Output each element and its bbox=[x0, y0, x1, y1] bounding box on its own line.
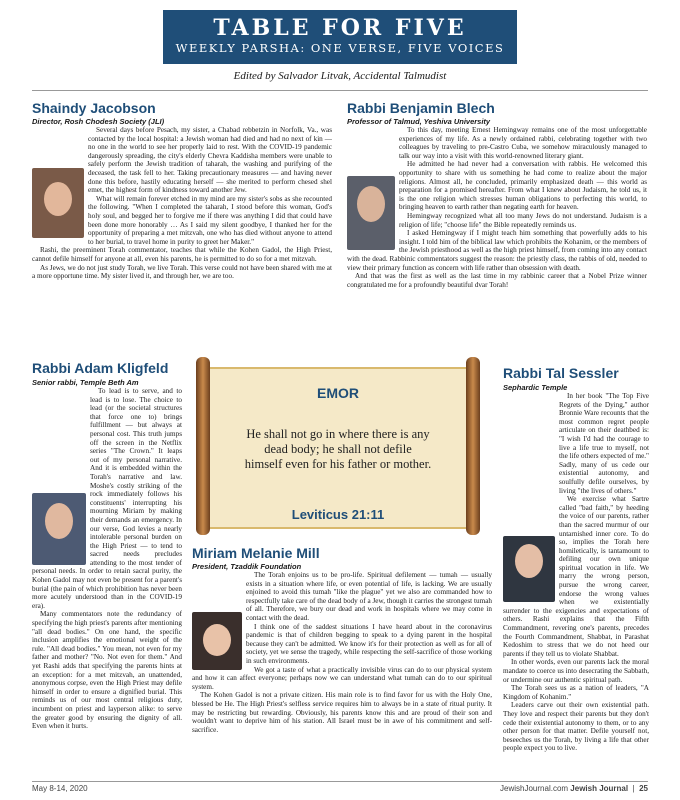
verse-citation: Leviticus 21:11 bbox=[291, 507, 385, 522]
author-name: Shaindy Jacobson bbox=[32, 100, 156, 116]
article-text bbox=[503, 392, 649, 782]
author-role: Senior rabbi, Temple Beth Am bbox=[32, 378, 139, 387]
author-role: President, Tzaddik Foundation bbox=[192, 562, 302, 571]
paragraph: In her book "The Top Five Regrets of the Dying," author Bronnie Ware recounts that the most common regret people articulate on their deathbed is: "I wish I'd had the courage to live a life true to myself, not the life others expected of me." Sadly, many of us cede our existential autonomy, and soulfully defile ourselves, by living "the lives of others." bbox=[559, 392, 649, 495]
page-subtitle: WEEKLY PARSHA: ONE VERSE, FIVE VOICES bbox=[175, 41, 505, 55]
paragraph: To this day, meeting Ernest Hemingway remains one of the most unforgettable experiences of my life. As a newly ordained rabbi, celebrating together with two colleagues by traveling to pre-Castro Cuba, we somehow miraculously managed to talk our way into a visit with this world-renowned literary giant. bbox=[399, 126, 647, 160]
photo-wrap bbox=[192, 609, 246, 669]
paragraph: The Kohen Gadol is not a private citizen. His main role is to find favor for us with the Holy One, blessed be He. The High Priest's selfless service requires him to always be in a state of ritual purity. It may be restricting but rewarding. Obviously, his parents know this and are proud of their son and wouldn't want to deprive him of his station. All Israel must be in awe of his commitment and self-sacrifice. bbox=[192, 691, 492, 734]
paragraph: We got a taste of what a practically invisible virus can do to our physical system and how it can affect everyone; perhaps now we can understand what tumah can do to our spiritual system. bbox=[192, 665, 492, 691]
author-name: Rabbi Tal Sessler bbox=[503, 365, 619, 381]
article-text bbox=[192, 571, 492, 781]
paragraph: The Torah enjoins us to be pro-life. Spiritual defilement — tumah — usually exists in a situation where life, or even potential of life, is lacking. We are usually enjoined to avoid this tumah "like the plague" yet we also are commanded how to respectfully take care of the dead body of a Jew, though it carries the strongest tumah of all. Therefore, we bury our dead and work in hospitals where we may come in contact with the dead. bbox=[246, 571, 492, 622]
paragraph: To lead is to serve, and to lead is to lose. The choice to lead (or the societal structures that force one to) brings fulfillment — but always at personal cost. This truth jumps off the screen in the Netflix series "The Crown." It leaps out of my personal narrative. And it is embedded within the Torah's narrative and law. Moshe's costly striking of the rock immediately follows his constituents' interrupting his mourning Miriam by making their demands an emergency. In our verse, God levies a nearly intolerable personal burden on the High Priest — to tend to sacred needs precludes attending to the most tender of personal needs. In order to retain sacral purity, the Kohen Gadol may not even be present for a parent's burial (the pain of which prohibition has never been more acutely understood than in the COVID-19 era). bbox=[32, 387, 182, 610]
page-number: 25 bbox=[639, 784, 648, 793]
verse-text: He shall not go in where there is any dead body; he shall not defile himself even for his father or mother. bbox=[244, 427, 432, 471]
photo-wrap bbox=[32, 168, 88, 240]
paragraph: The Torah sees us as a nation of leaders, "A Kingdom of Kohanim." bbox=[503, 684, 649, 701]
paragraph: I asked Hemingway if I might teach him something that powerfully adds to his insight. I told him of the biblical law which prohibits the Kohanim, or the members of the Jewish priesthood as well as the high priest himself, from coming into any contact with the dead. Rabbinic commentators suggest the reason: the priestly class, the rabbis of old, needed to view their primary function as concern with life rather than obsession with death. bbox=[347, 229, 647, 272]
paragraph: Leaders carve out their own existential path. They love and respect their parents but they don't cede their existential autonomy to them, or to any other person for that matter. Defile yourself not, beseeches us the Torah, by living a life that other people expect you to live. bbox=[503, 701, 649, 753]
paragraph: Many commentators note the redundancy of specifying the high priest's parents after mentioning "all dead bodies." On one hand, the specific inclusion amplifies the emotional weight of the rule. "All dead bodies." You mean, not even for my father and mother? "No. Not even for them." And yet Rashi adds that specifying the parents hints at an exception: for a met mitzvah, an unattended, anonymous corpse, even the High Priest may defile himself in order to ensure a dignified burial. This reminds us of our most central religious duty, incumbent on priest and layperson alike: to serve the greater good by ensuring the dignity of all. Even when it hurts. bbox=[32, 610, 182, 731]
author-role: Sephardic Temple bbox=[503, 383, 568, 392]
footer-right: JewishJournal.com Jewish Journal | 25 bbox=[500, 784, 648, 793]
author-name: Rabbi Adam Kligfeld bbox=[32, 360, 169, 376]
author-role: Professor of Talmud, Yeshiva University bbox=[347, 117, 491, 126]
divider bbox=[32, 90, 648, 91]
paragraph: We exercise what Sartre called "bad faith," by heeding the voice of our parents, rather than the sacred murmur of our untarnished inner core. To do so, implies the Torah here homiletically, is tantamount to defiling our own unique spiritual vocation in life. We marry the wrong person, pursue the wrong career, endorse the wrong values when we existentially surrender to the exigencies and expectations of others. Rashi explains that the Fifth Commandment, revering one's parents, precedes the Fourth Commandment, Shabbat, in Parashat Kedoshim to stress that we do not heed our parents if they tell us to violate Shabbat. bbox=[503, 495, 649, 658]
footer-brand: Jewish Journal bbox=[570, 784, 629, 793]
paragraph: Rashi, the preeminent Torah commentator, teaches that while the Kohen Gadol, the High Priest, cannot defile himself for anyone at all, even his parents, he is permitted to do so for a met mitzvah. bbox=[32, 246, 332, 263]
page-title: TABLE FOR FIVE bbox=[213, 15, 467, 41]
paragraph: Several days before Pesach, my sister, a Chabad rebbetzin in Norfolk, Va., was contacted by the local hospital: a Jewish woman had died and had no next of kin — no one in the world to see her properly laid to rest. With the COVID-19 pandemic dangerously spreading, the city's elderly Chevra Kaddisha members were unable to safely perform the Jewish tradition of taharah, the washing and purifying of the deceased, the task fell to her. Taking precautionary measures — and having never done this before, hastily educating herself — she merited to perform chesed shel emet, the highest form of kindness toward another Jew. bbox=[88, 126, 332, 195]
photo-wrap bbox=[32, 491, 90, 565]
paragraph: Hemingway recognized what all too many Jews do not understand. Judaism is a religion of life; "choose life" the Bible repeatedly reminds us. bbox=[399, 211, 647, 229]
paragraph: What will remain forever etched in my mind are my sister's sobs as she recounted the following. "When I completed the taharah, I stood before this woman, God's holy soul, and begged her to forgive me if there was anything I did that could have been done more honorably … As I said my silent goodbye, I thanked her for the opportunity of preparing a met mitzvah, one who has died without anyone to attend to her burial, to travel home in purity to greet her Maker." bbox=[88, 194, 332, 246]
footer-date: May 8-14, 2020 bbox=[32, 784, 88, 793]
author-role: Director, Rosh Chodesh Society (JLI) bbox=[32, 117, 165, 126]
verse-scroll bbox=[194, 357, 482, 535]
paragraph: In other words, even our parents lack the moral mandate to coerce us into desecrating the Sabbath, or undermine our authentic spiritual path. bbox=[503, 658, 649, 684]
author-name: Rabbi Benjamin Blech bbox=[347, 100, 495, 116]
article-text bbox=[32, 126, 332, 360]
author-name: Miriam Melanie Mill bbox=[192, 545, 320, 561]
article-text bbox=[347, 126, 647, 360]
title-banner bbox=[163, 10, 517, 64]
footer-site: JewishJournal.com bbox=[500, 784, 569, 793]
photo-wrap bbox=[347, 176, 399, 252]
paragraph: And that was the first as well as the last time in my rabbinic career that a Nobel Prize winner congratulated me for a profoundly beautiful dvar Torah! bbox=[347, 272, 647, 289]
photo-wrap bbox=[503, 534, 559, 602]
editor-credit: Edited by Salvador Litvak, Accidental Talmudist bbox=[233, 70, 447, 82]
paragraph: I think one of the saddest situations I have heard about in the coronavirus pandemic is that of children begging to speak to a dying parent in the hospital because they can't be admitted. We know it's for their protection as well as for all of society, yet we sense the tragedy, while respecting the self-sacrifice of those working in such environments. bbox=[246, 622, 492, 665]
paragraph: He admitted he had never had a conversation with rabbis. He welcomed this opportunity to share with us something he had come to realize about the major religions. Almost all, he concluded, primarily emphasized death — this world as preparation for a promised hereafter. From what I knew about Judaism, he told us, it is the one religion which stresses human obligations to perfecting this world, to bringing heaven to earth rather than negating earth for heaven. bbox=[399, 160, 647, 212]
paragraph: As Jews, we do not just study Torah, we live Torah. This verse could not have been shared with me at a more opportune time. My sister lived it, and through her, we are too. bbox=[32, 263, 332, 281]
footer-divider bbox=[32, 781, 648, 782]
parsha-name: EMOR bbox=[317, 385, 359, 401]
article-text bbox=[32, 387, 182, 783]
